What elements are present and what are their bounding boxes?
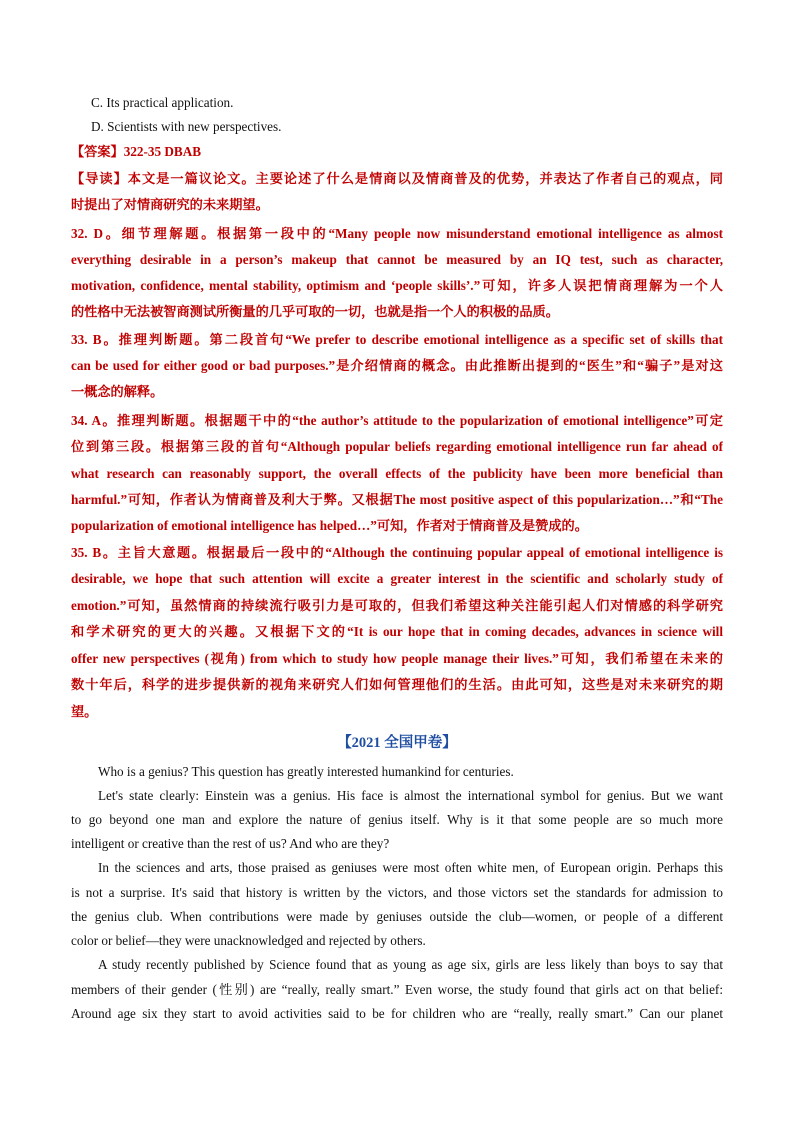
guide-line: 【导读】本文是一篇议论文。主要论述了什么是情商以及情商普及的优势，并表达了作者自己的观点，同 bbox=[71, 171, 723, 186]
section-heading: 【2021 全国甲卷】 bbox=[337, 735, 457, 751]
q35-explanation-line: 数十年后，科学的进步提供新的视角来研究人们如何管理他们的生活。由此可知，这些是对未来研究的期 bbox=[71, 677, 723, 692]
passage-line: Let's state clearly: Einstein was a genius. His face is almost the international symbol for genius. But we want bbox=[98, 788, 723, 803]
q34-explanation-line: harmful.”可知，作者认为情商普及利大于弊。又根据The most positive aspect of this popularization…”和“The bbox=[71, 492, 723, 507]
q33-explanation-line: 一概念的解释。 bbox=[71, 384, 164, 399]
passage-line: members of their gender (性别) are “really, really smart.” Even worse, the study found that girls act on that belief: bbox=[71, 982, 723, 997]
answer-key: 【答案】322-35 DBAB bbox=[71, 144, 202, 159]
option-c: C. Its practical application. bbox=[91, 95, 234, 110]
q35-explanation-line: emotion.”可知，虽然情商的持续流行吸引力是可取的，但我们希望这种关注能引起人们对情感的科学研究 bbox=[71, 598, 723, 613]
q35-explanation-line: offer new perspectives (视角) from which to study how people manage their lives.”可知，我们希望在未来的 bbox=[71, 651, 723, 666]
passage-line: Around age six they start to avoid activities said to be for children who are “really, really smart.” Can our planet bbox=[71, 1006, 723, 1021]
q34-explanation-line: 位到第三段。根据第三段的首句“Although popular beliefs regarding emotional intelligence run far ahead of bbox=[71, 439, 723, 454]
passage-line: to go beyond one man and explore the nature of genius itself. Why is it that some people are so much more bbox=[71, 812, 723, 827]
q33-explanation-line: can be used for either good or bad purposes.”是介绍情商的概念。由此推断出提到的“医生”和“骗子”是对这 bbox=[71, 358, 723, 373]
passage-line: A study recently published by Science found that as young as age six, girls are less likely than boys to say that bbox=[98, 957, 723, 972]
q35-explanation-line: 和学术研究的更大的兴趣。又根据下文的“It is our hope that in coming decades, advances in science will bbox=[71, 624, 723, 639]
passage-line: is not a surprise. It's said that history is written by the victors, and those victors set the standards for admission to bbox=[71, 885, 723, 900]
q34-explanation-line: what research can reasonably support, the overall effects of the publicity have been more beneficial than bbox=[71, 466, 723, 481]
q32-explanation-line: 的性格中无法被智商测试所衡量的几乎可取的一切，也就是指一个人的积极的品质。 bbox=[71, 304, 559, 319]
q32-explanation-line: 32. D。细节理解题。根据第一段中的“Many people now misunderstand emotional intelligence as almost bbox=[71, 226, 723, 241]
guide-line: 时提出了对情商研究的未来期望。 bbox=[71, 197, 269, 212]
q32-explanation-line: everything desirable in a person’s makeup that cannot be measured by an IQ test, such as character, bbox=[71, 252, 723, 267]
q35-explanation-line: desirable, we hope that such attention will excite a greater interest in the scientific and scholarly study of bbox=[71, 571, 723, 586]
q33-explanation-line: 33. B。推理判断题。第二段首句“We prefer to describe emotional intelligence as a specific set of skills that bbox=[71, 332, 723, 347]
passage-line: In the sciences and arts, those praised as geniuses were most often white men, of European origin. Perhaps this bbox=[98, 860, 723, 875]
passage-line: Who is a genius? This question has greatly interested humankind for centuries. bbox=[98, 764, 514, 779]
passage-line: the genius club. When contributions were made by geniuses outside the club—women, or people of a different bbox=[71, 909, 723, 924]
option-d: D. Scientists with new perspectives. bbox=[91, 119, 282, 134]
q34-explanation-line: 34. A。推理判断题。根据题干中的“the author’s attitude to the popularization of emotional intelligence”可定 bbox=[71, 413, 723, 428]
q32-explanation-line: motivation, confidence, mental stability, optimism and ‘people skills’.”可知，许多人误把情商理解为一个人 bbox=[71, 278, 723, 293]
q35-explanation-line: 35. B。主旨大意题。根据最后一段中的“Although the continuing popular appeal of emotional intelligence is bbox=[71, 545, 723, 560]
q35-explanation-line: 望。 bbox=[71, 704, 98, 719]
passage-line: intelligent or creative than the rest of us? And who are they? bbox=[71, 836, 390, 851]
passage-line: color or belief—they were unacknowledged and rejected by others. bbox=[71, 933, 426, 948]
q34-explanation-line: popularization of emotional intelligence has helped…”可知，作者对于情商普及是赞成的。 bbox=[71, 518, 588, 533]
